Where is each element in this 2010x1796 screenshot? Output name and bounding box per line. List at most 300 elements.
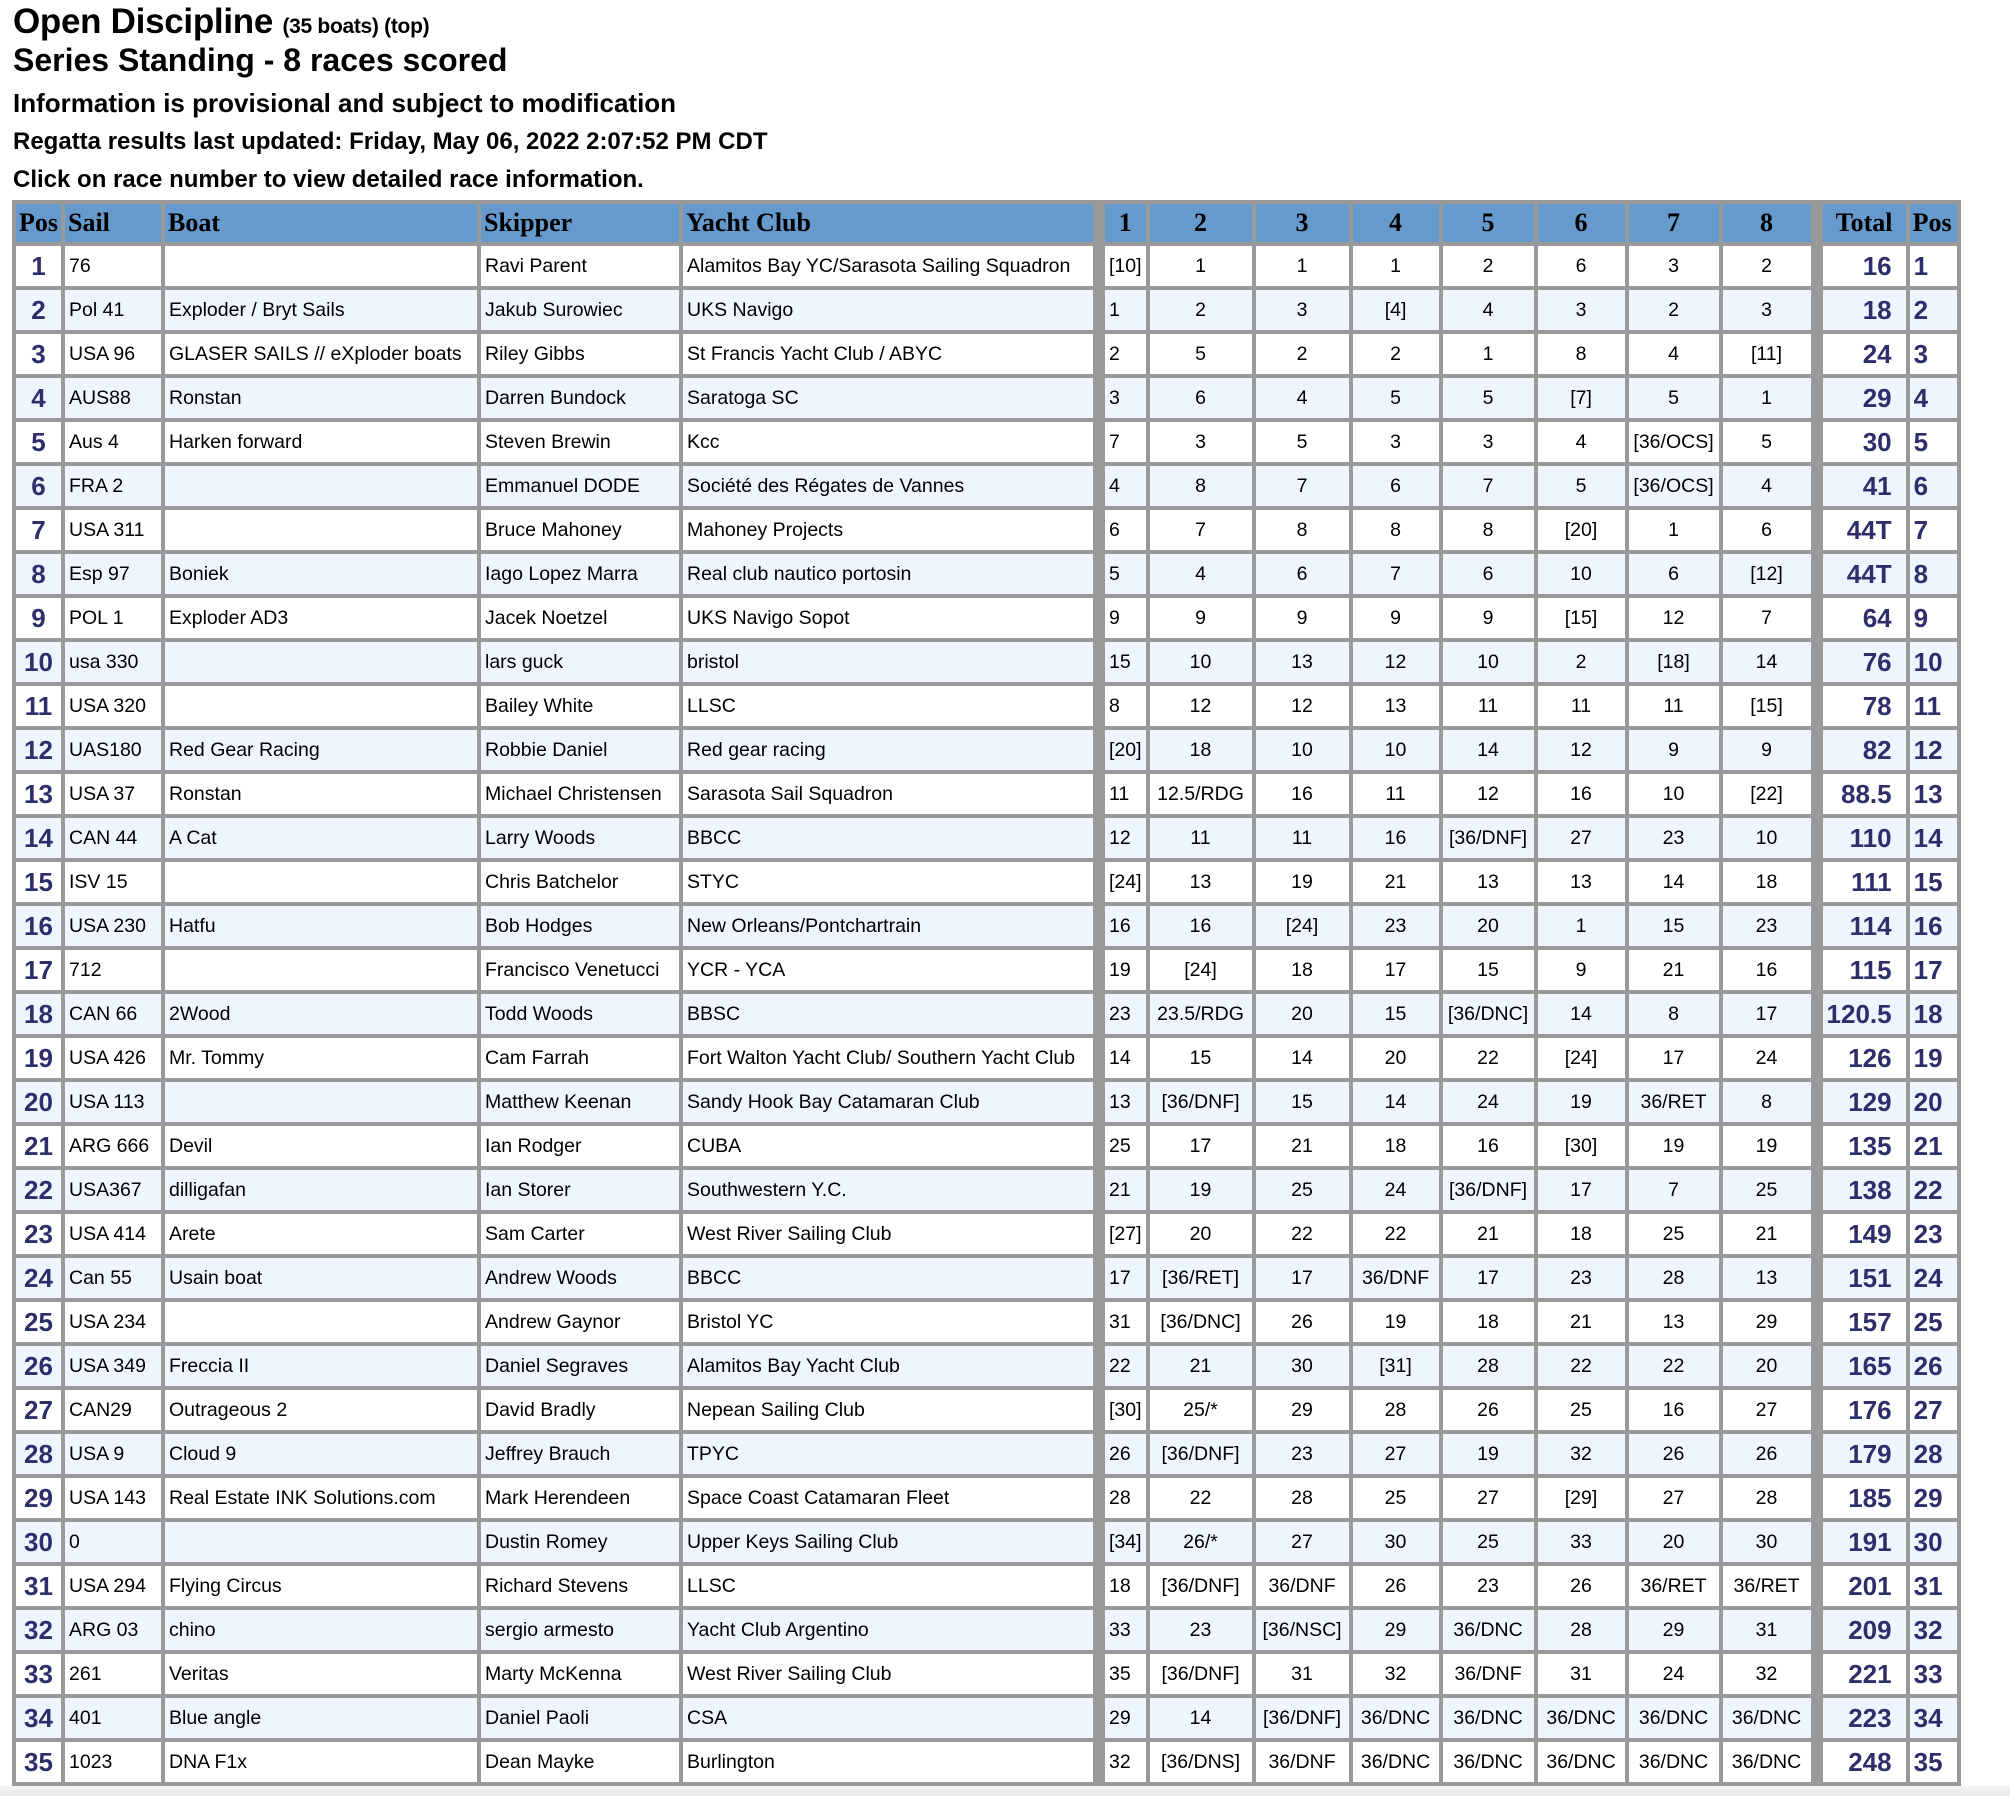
column-divider bbox=[1815, 598, 1819, 638]
sail-cell: ARG 03 bbox=[65, 1610, 161, 1650]
total-points-cell: 29 bbox=[1823, 378, 1906, 418]
fleet-note: (35 boats) (top) bbox=[282, 15, 430, 38]
skipper-cell: Ian Storer bbox=[481, 1170, 679, 1210]
position-cell: 2 bbox=[16, 290, 61, 330]
position-cell: 1 bbox=[16, 246, 61, 286]
boat-cell: Flying Circus bbox=[165, 1566, 477, 1606]
race-6-score: 21 bbox=[1538, 1302, 1625, 1342]
race-7-score: 14 bbox=[1629, 862, 1719, 902]
race-2-score: 23.5/RDG bbox=[1150, 994, 1252, 1034]
race-2-link[interactable]: 2 bbox=[1150, 204, 1252, 242]
race-1-score: 28 bbox=[1105, 1478, 1146, 1518]
skipper-cell: Ravi Parent bbox=[481, 246, 679, 286]
boat-cell bbox=[165, 1302, 477, 1342]
race-2-score: 26/* bbox=[1150, 1522, 1252, 1562]
race-5-score: 20 bbox=[1443, 906, 1534, 946]
race-8-score: 6 bbox=[1723, 510, 1811, 550]
boat-cell: Harken forward bbox=[165, 422, 477, 462]
position-cell: 30 bbox=[16, 1522, 61, 1562]
race-8-score: 14 bbox=[1723, 642, 1811, 682]
race-5-score: 22 bbox=[1443, 1038, 1534, 1078]
race-2-score: 25/* bbox=[1150, 1390, 1252, 1430]
position-cell-right: 8 bbox=[1910, 554, 1957, 594]
race-6-score: [20] bbox=[1538, 510, 1625, 550]
boat-cell bbox=[165, 510, 477, 550]
race-4-score: 36/DNC bbox=[1353, 1742, 1439, 1782]
boat-cell: Exploder AD3 bbox=[165, 598, 477, 638]
table-row bbox=[16, 1390, 1957, 1430]
race-1-score: 21 bbox=[1105, 1170, 1146, 1210]
race-5-score: 26 bbox=[1443, 1390, 1534, 1430]
skipper-cell: Bailey White bbox=[481, 686, 679, 726]
race-2-score: [36/DNF] bbox=[1150, 1654, 1252, 1694]
race-1-link[interactable]: 1 bbox=[1105, 204, 1146, 242]
total-points-cell: 138 bbox=[1823, 1170, 1906, 1210]
race-4-score: 15 bbox=[1353, 994, 1439, 1034]
position-cell: 34 bbox=[16, 1698, 61, 1738]
race-7-score: 27 bbox=[1629, 1478, 1719, 1518]
race-2-score: 7 bbox=[1150, 510, 1252, 550]
race-3-score: 15 bbox=[1256, 1082, 1349, 1122]
race-3-score: 30 bbox=[1256, 1346, 1349, 1386]
column-divider bbox=[1097, 774, 1101, 814]
race-3-score: 27 bbox=[1256, 1522, 1349, 1562]
sail-cell: Can 55 bbox=[65, 1258, 161, 1298]
race-6-score: [29] bbox=[1538, 1478, 1625, 1518]
race-1-score: 3 bbox=[1105, 378, 1146, 418]
race-4-score: 18 bbox=[1353, 1126, 1439, 1166]
total-points-cell: 209 bbox=[1823, 1610, 1906, 1650]
race-6-link[interactable]: 6 bbox=[1538, 204, 1625, 242]
race-7-score: [36/OCS] bbox=[1629, 466, 1719, 506]
sail-cell: 261 bbox=[65, 1654, 161, 1694]
column-divider bbox=[1815, 1038, 1819, 1078]
page-bottom-fade bbox=[0, 1786, 2010, 1796]
race-6-score: [30] bbox=[1538, 1126, 1625, 1166]
race-5-score: 13 bbox=[1443, 862, 1534, 902]
yacht-club-cell: Red gear racing bbox=[683, 730, 1093, 770]
race-1-score: 1 bbox=[1105, 290, 1146, 330]
column-divider bbox=[1815, 730, 1819, 770]
position-cell: 28 bbox=[16, 1434, 61, 1474]
column-divider bbox=[1815, 510, 1819, 550]
sail-cell: 712 bbox=[65, 950, 161, 990]
column-divider bbox=[1815, 1214, 1819, 1254]
race-1-score: 2 bbox=[1105, 334, 1146, 374]
boat-cell: Ronstan bbox=[165, 774, 477, 814]
yacht-club-cell: Space Coast Catamaran Fleet bbox=[683, 1478, 1093, 1518]
yacht-club-cell: Nepean Sailing Club bbox=[683, 1390, 1093, 1430]
yacht-club-cell: LLSC bbox=[683, 1566, 1093, 1606]
sail-cell: CAN29 bbox=[65, 1390, 161, 1430]
yacht-club-cell: bristol bbox=[683, 642, 1093, 682]
race-3-score: 14 bbox=[1256, 1038, 1349, 1078]
boat-cell bbox=[165, 950, 477, 990]
yacht-club-cell: St Francis Yacht Club / ABYC bbox=[683, 334, 1093, 374]
race-7-score: 8 bbox=[1629, 994, 1719, 1034]
race-3-score: 19 bbox=[1256, 862, 1349, 902]
column-divider bbox=[1097, 1698, 1101, 1738]
table-row bbox=[16, 994, 1957, 1034]
race-7-score: 13 bbox=[1629, 1302, 1719, 1342]
position-cell-right: 21 bbox=[1910, 1126, 1957, 1166]
race-1-score: 35 bbox=[1105, 1654, 1146, 1694]
yacht-club-cell: LLSC bbox=[683, 686, 1093, 726]
position-cell: 6 bbox=[16, 466, 61, 506]
race-8-score: 4 bbox=[1723, 466, 1811, 506]
skipper-cell: Robbie Daniel bbox=[481, 730, 679, 770]
boat-cell: DNA F1x bbox=[165, 1742, 477, 1782]
position-cell-right: 18 bbox=[1910, 994, 1957, 1034]
race-8-score: 24 bbox=[1723, 1038, 1811, 1078]
race-2-score: 1 bbox=[1150, 246, 1252, 286]
race-2-score: 2 bbox=[1150, 290, 1252, 330]
position-cell-right: 13 bbox=[1910, 774, 1957, 814]
race-6-score: 31 bbox=[1538, 1654, 1625, 1694]
race-8-score: 3 bbox=[1723, 290, 1811, 330]
yacht-club-cell: Real club nautico portosin bbox=[683, 554, 1093, 594]
race-5-score: 2 bbox=[1443, 246, 1534, 286]
race-6-score: 26 bbox=[1538, 1566, 1625, 1606]
race-1-score: [24] bbox=[1105, 862, 1146, 902]
total-points-cell: 44T bbox=[1823, 510, 1906, 550]
race-3-score: 13 bbox=[1256, 642, 1349, 682]
position-cell-right: 20 bbox=[1910, 1082, 1957, 1122]
boat-cell bbox=[165, 1082, 477, 1122]
race-8-score: 27 bbox=[1723, 1390, 1811, 1430]
race-1-score: 5 bbox=[1105, 554, 1146, 594]
position-cell: 31 bbox=[16, 1566, 61, 1606]
yacht-club-cell: CUBA bbox=[683, 1126, 1093, 1166]
column-divider bbox=[1097, 818, 1101, 858]
race-8-score: 19 bbox=[1723, 1126, 1811, 1166]
column-divider bbox=[1815, 204, 1819, 242]
col-boat: Boat bbox=[165, 204, 477, 242]
sail-cell: USA 320 bbox=[65, 686, 161, 726]
boat-cell: GLASER SAILS // eXploder boats bbox=[165, 334, 477, 374]
position-cell-right: 25 bbox=[1910, 1302, 1957, 1342]
skipper-cell: Andrew Gaynor bbox=[481, 1302, 679, 1342]
race-1-score: 6 bbox=[1105, 510, 1146, 550]
race-7-score: [18] bbox=[1629, 642, 1719, 682]
sail-cell: USA 230 bbox=[65, 906, 161, 946]
race-1-score: 17 bbox=[1105, 1258, 1146, 1298]
column-divider bbox=[1815, 1566, 1819, 1606]
race-2-score: 11 bbox=[1150, 818, 1252, 858]
column-divider bbox=[1097, 1390, 1101, 1430]
race-7-score: 11 bbox=[1629, 686, 1719, 726]
table-row bbox=[16, 1214, 1957, 1254]
race-4-score: 24 bbox=[1353, 1170, 1439, 1210]
table-row bbox=[16, 378, 1957, 418]
total-points-cell: 179 bbox=[1823, 1434, 1906, 1474]
race-6-score: 12 bbox=[1538, 730, 1625, 770]
position-cell-right: 2 bbox=[1910, 290, 1957, 330]
race-4-score: 2 bbox=[1353, 334, 1439, 374]
column-divider bbox=[1097, 246, 1101, 286]
fleet-name: Open Discipline bbox=[13, 2, 273, 41]
race-2-score: 5 bbox=[1150, 334, 1252, 374]
table-row bbox=[16, 1038, 1957, 1078]
column-divider bbox=[1815, 1346, 1819, 1386]
position-cell: 24 bbox=[16, 1258, 61, 1298]
column-divider bbox=[1097, 994, 1101, 1034]
skipper-cell: Todd Woods bbox=[481, 994, 679, 1034]
race-6-score: 6 bbox=[1538, 246, 1625, 286]
race-2-score: 17 bbox=[1150, 1126, 1252, 1166]
race-7-score: 22 bbox=[1629, 1346, 1719, 1386]
race-4-score: 25 bbox=[1353, 1478, 1439, 1518]
race-3-score: [36/NSC] bbox=[1256, 1610, 1349, 1650]
position-cell: 15 bbox=[16, 862, 61, 902]
race-8-score: 23 bbox=[1723, 906, 1811, 946]
position-cell-right: 5 bbox=[1910, 422, 1957, 462]
column-divider bbox=[1815, 1258, 1819, 1298]
race-2-score: 14 bbox=[1150, 1698, 1252, 1738]
race-6-score: 2 bbox=[1538, 642, 1625, 682]
boat-cell: Outrageous 2 bbox=[165, 1390, 477, 1430]
race-5-score: [36/DNF] bbox=[1443, 1170, 1534, 1210]
column-divider bbox=[1097, 642, 1101, 682]
race-3-score: 8 bbox=[1256, 510, 1349, 550]
race-7-score: 36/RET bbox=[1629, 1566, 1719, 1606]
skipper-cell: Sam Carter bbox=[481, 1214, 679, 1254]
position-cell-right: 24 bbox=[1910, 1258, 1957, 1298]
sail-cell: usa 330 bbox=[65, 642, 161, 682]
total-points-cell: 151 bbox=[1823, 1258, 1906, 1298]
race-2-score: 16 bbox=[1150, 906, 1252, 946]
column-divider bbox=[1815, 422, 1819, 462]
race-5-score: 12 bbox=[1443, 774, 1534, 814]
boat-cell: dilligafan bbox=[165, 1170, 477, 1210]
race-1-score: 9 bbox=[1105, 598, 1146, 638]
race-6-score: 10 bbox=[1538, 554, 1625, 594]
position-cell-right: 10 bbox=[1910, 642, 1957, 682]
race-3-score: 23 bbox=[1256, 1434, 1349, 1474]
race-4-score: 21 bbox=[1353, 862, 1439, 902]
race-4-score: 5 bbox=[1353, 378, 1439, 418]
yacht-club-cell: UKS Navigo bbox=[683, 290, 1093, 330]
position-cell: 25 bbox=[16, 1302, 61, 1342]
race-8-score: 17 bbox=[1723, 994, 1811, 1034]
table-row bbox=[16, 290, 1957, 330]
sail-cell: USA 426 bbox=[65, 1038, 161, 1078]
skipper-cell: Cam Farrah bbox=[481, 1038, 679, 1078]
sail-cell: 401 bbox=[65, 1698, 161, 1738]
skipper-cell: Iago Lopez Marra bbox=[481, 554, 679, 594]
yacht-club-cell: YCR - YCA bbox=[683, 950, 1093, 990]
column-divider bbox=[1815, 774, 1819, 814]
skipper-cell: Francisco Venetucci bbox=[481, 950, 679, 990]
race-1-score: 23 bbox=[1105, 994, 1146, 1034]
race-1-score: 19 bbox=[1105, 950, 1146, 990]
column-divider bbox=[1097, 906, 1101, 946]
total-points-cell: 24 bbox=[1823, 334, 1906, 374]
column-divider bbox=[1815, 1610, 1819, 1650]
sail-cell: UAS180 bbox=[65, 730, 161, 770]
race-7-score: 10 bbox=[1629, 774, 1719, 814]
boat-cell: Veritas bbox=[165, 1654, 477, 1694]
race-4-score: 27 bbox=[1353, 1434, 1439, 1474]
skipper-cell: Dean Mayke bbox=[481, 1742, 679, 1782]
total-points-cell: 120.5 bbox=[1823, 994, 1906, 1034]
race-4-score: 13 bbox=[1353, 686, 1439, 726]
position-cell: 17 bbox=[16, 950, 61, 990]
race-8-score: 18 bbox=[1723, 862, 1811, 902]
race-1-score: 22 bbox=[1105, 1346, 1146, 1386]
yacht-club-cell: Sandy Hook Bay Catamaran Club bbox=[683, 1082, 1093, 1122]
race-7-score: 19 bbox=[1629, 1126, 1719, 1166]
race-8-link[interactable]: 8 bbox=[1723, 204, 1811, 242]
race-5-score: 21 bbox=[1443, 1214, 1534, 1254]
race-8-score: 36/DNC bbox=[1723, 1742, 1811, 1782]
race-7-score: 24 bbox=[1629, 1654, 1719, 1694]
race-7-score: 36/DNC bbox=[1629, 1742, 1719, 1782]
race-3-score: [36/DNF] bbox=[1256, 1698, 1349, 1738]
column-divider bbox=[1097, 1742, 1101, 1782]
yacht-club-cell: Sarasota Sail Squadron bbox=[683, 774, 1093, 814]
race-5-score: 16 bbox=[1443, 1126, 1534, 1166]
column-divider bbox=[1815, 246, 1819, 286]
boat-cell bbox=[165, 686, 477, 726]
position-cell-right: 3 bbox=[1910, 334, 1957, 374]
race-1-score: 15 bbox=[1105, 642, 1146, 682]
boat-cell: Freccia II bbox=[165, 1346, 477, 1386]
boat-cell: Real Estate INK Solutions.com bbox=[165, 1478, 477, 1518]
race-8-score: [22] bbox=[1723, 774, 1811, 814]
position-cell: 33 bbox=[16, 1654, 61, 1694]
race-7-link[interactable]: 7 bbox=[1629, 204, 1719, 242]
total-points-cell: 78 bbox=[1823, 686, 1906, 726]
position-cell-right: 30 bbox=[1910, 1522, 1957, 1562]
table-row bbox=[16, 862, 1957, 902]
race-4-score: 12 bbox=[1353, 642, 1439, 682]
yacht-club-cell: Fort Walton Yacht Club/ Southern Yacht Club bbox=[683, 1038, 1093, 1078]
race-1-score: 13 bbox=[1105, 1082, 1146, 1122]
race-1-score: [34] bbox=[1105, 1522, 1146, 1562]
column-divider bbox=[1097, 1170, 1101, 1210]
race-2-score: 18 bbox=[1150, 730, 1252, 770]
column-divider bbox=[1097, 290, 1101, 330]
race-5-score: 28 bbox=[1443, 1346, 1534, 1386]
boat-cell: Blue angle bbox=[165, 1698, 477, 1738]
race-1-score: 4 bbox=[1105, 466, 1146, 506]
race-6-score: [15] bbox=[1538, 598, 1625, 638]
race-3-score: 1 bbox=[1256, 246, 1349, 286]
col-yacht-club: Yacht Club bbox=[683, 204, 1093, 242]
total-points-cell: 223 bbox=[1823, 1698, 1906, 1738]
race-1-score: 16 bbox=[1105, 906, 1146, 946]
boat-cell bbox=[165, 246, 477, 286]
sail-cell: ISV 15 bbox=[65, 862, 161, 902]
sail-cell: USA 9 bbox=[65, 1434, 161, 1474]
race-4-score: 36/DNC bbox=[1353, 1698, 1439, 1738]
race-4-link[interactable]: 4 bbox=[1353, 204, 1439, 242]
race-1-score: [20] bbox=[1105, 730, 1146, 770]
position-cell: 19 bbox=[16, 1038, 61, 1078]
race-3-score: 17 bbox=[1256, 1258, 1349, 1298]
race-2-score: 6 bbox=[1150, 378, 1252, 418]
race-2-score: 9 bbox=[1150, 598, 1252, 638]
sail-cell: 1023 bbox=[65, 1742, 161, 1782]
race-2-score: [36/DNF] bbox=[1150, 1566, 1252, 1606]
position-cell-right: 9 bbox=[1910, 598, 1957, 638]
yacht-club-cell: BBCC bbox=[683, 818, 1093, 858]
race-8-score: 8 bbox=[1723, 1082, 1811, 1122]
sail-cell: POL 1 bbox=[65, 598, 161, 638]
total-points-cell: 176 bbox=[1823, 1390, 1906, 1430]
yacht-club-cell: West River Sailing Club bbox=[683, 1214, 1093, 1254]
table-row bbox=[16, 686, 1957, 726]
race-5-score: 18 bbox=[1443, 1302, 1534, 1342]
race-5-score: 9 bbox=[1443, 598, 1534, 638]
total-points-cell: 41 bbox=[1823, 466, 1906, 506]
table-row bbox=[16, 334, 1957, 374]
yacht-club-cell: UKS Navigo Sopot bbox=[683, 598, 1093, 638]
column-divider bbox=[1815, 1522, 1819, 1562]
position-cell: 12 bbox=[16, 730, 61, 770]
race-4-score: 28 bbox=[1353, 1390, 1439, 1430]
race-8-score: 30 bbox=[1723, 1522, 1811, 1562]
race-6-score: 23 bbox=[1538, 1258, 1625, 1298]
table-row bbox=[16, 1170, 1957, 1210]
race-6-score: 8 bbox=[1538, 334, 1625, 374]
race-5-score: 10 bbox=[1443, 642, 1534, 682]
column-divider bbox=[1097, 554, 1101, 594]
yacht-club-cell: Alamitos Bay Yacht Club bbox=[683, 1346, 1093, 1386]
skipper-cell: Riley Gibbs bbox=[481, 334, 679, 374]
race-3-link[interactable]: 3 bbox=[1256, 204, 1349, 242]
race-8-score: 7 bbox=[1723, 598, 1811, 638]
race-2-score: 13 bbox=[1150, 862, 1252, 902]
race-8-score: 9 bbox=[1723, 730, 1811, 770]
skipper-cell: Jakub Surowiec bbox=[481, 290, 679, 330]
total-points-cell: 149 bbox=[1823, 1214, 1906, 1254]
race-8-score: 31 bbox=[1723, 1610, 1811, 1650]
position-cell: 4 bbox=[16, 378, 61, 418]
race-2-score: 19 bbox=[1150, 1170, 1252, 1210]
table-row bbox=[16, 950, 1957, 990]
race-3-score: 28 bbox=[1256, 1478, 1349, 1518]
position-cell-right: 7 bbox=[1910, 510, 1957, 550]
race-4-score: 1 bbox=[1353, 246, 1439, 286]
sail-cell: AUS88 bbox=[65, 378, 161, 418]
position-cell: 21 bbox=[16, 1126, 61, 1166]
race-4-score: 6 bbox=[1353, 466, 1439, 506]
position-cell-right: 19 bbox=[1910, 1038, 1957, 1078]
race-8-score: 32 bbox=[1723, 1654, 1811, 1694]
yacht-club-cell: Burlington bbox=[683, 1742, 1093, 1782]
race-5-link[interactable]: 5 bbox=[1443, 204, 1534, 242]
race-8-score: 36/DNC bbox=[1723, 1698, 1811, 1738]
boat-cell: Mr. Tommy bbox=[165, 1038, 477, 1078]
sail-cell: FRA 2 bbox=[65, 466, 161, 506]
page-title bbox=[13, 2, 429, 42]
race-1-score: [30] bbox=[1105, 1390, 1146, 1430]
total-points-cell: 135 bbox=[1823, 1126, 1906, 1166]
table-row bbox=[16, 1126, 1957, 1166]
race-3-score: 21 bbox=[1256, 1126, 1349, 1166]
race-7-score: 21 bbox=[1629, 950, 1719, 990]
race-3-score: 26 bbox=[1256, 1302, 1349, 1342]
yacht-club-cell: Société des Régates de Vannes bbox=[683, 466, 1093, 506]
column-divider bbox=[1097, 334, 1101, 374]
col-pos: Pos bbox=[16, 204, 61, 242]
race-4-score: 36/DNF bbox=[1353, 1258, 1439, 1298]
column-divider bbox=[1097, 1654, 1101, 1694]
boat-cell: A Cat bbox=[165, 818, 477, 858]
column-divider bbox=[1097, 686, 1101, 726]
